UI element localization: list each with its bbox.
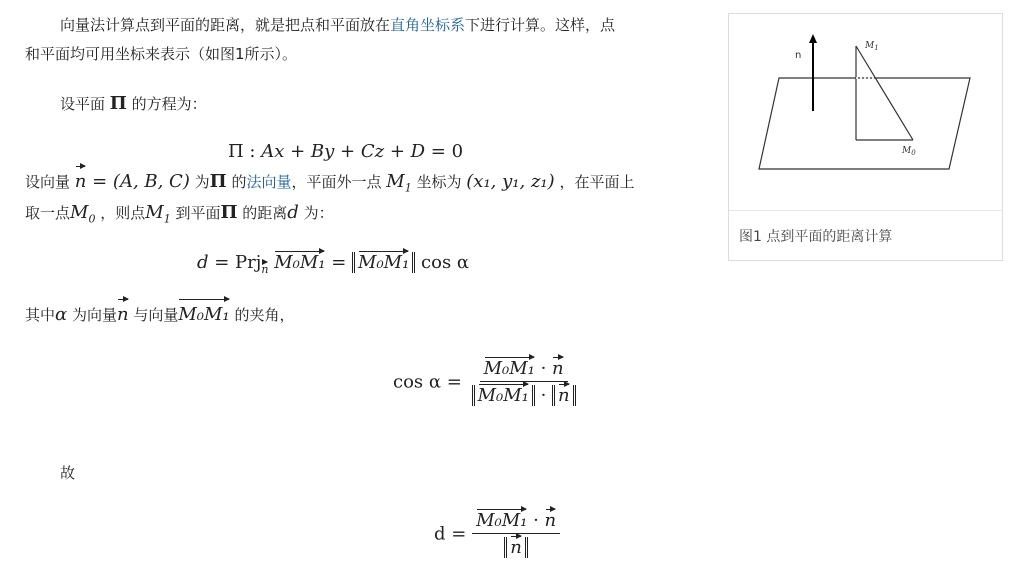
intro-line-1 [60,11,615,40]
vector-m0m1: M₀M₁ [483,358,535,379]
normal-vector-n: n [117,300,129,329]
angle-text: 的夹角， [234,306,295,324]
cos-equation [393,358,580,406]
normal-vector-link[interactable]: 法向量 [246,173,292,191]
vector-m0m1: M₀M₁ [274,252,326,273]
intro-line-2 [25,40,297,69]
figure-caption: 图1 点到平面的距离计算 [739,229,893,245]
final-numerator [472,510,560,534]
triangle-hypotenuse [856,46,913,140]
final-denominator [500,534,532,558]
distance-d: d [287,202,299,223]
distance-d: d [197,252,209,273]
eq-coef-b: B [310,141,325,162]
angle-text: 其中 [25,306,56,324]
final-equation [434,510,560,558]
setup-text: 坐标为 [416,173,462,191]
angle-text: 为向量 [71,306,117,324]
eq-var-x: x [274,141,285,162]
norm-vector-n: n [558,385,570,406]
dot-operator: · [534,358,553,379]
prj-subscript-n: n [261,262,269,276]
plane-intro-text-a: 设平面 [60,95,106,113]
vector-m0m1: M₀M₁ [178,300,229,329]
setup-text: ，在平面上 [559,173,635,191]
normal-vector-n: n [544,510,557,531]
figure-label-n: n [795,50,802,61]
plane-shape [759,78,970,169]
alpha-symbol: α [55,304,68,325]
eq-coef-c: C [360,141,375,162]
setup-text: 的距离 [242,204,288,222]
dot-operator: · [534,385,553,406]
figure-label-m0-sub: 0 [911,149,916,157]
cos-numerator [480,358,568,382]
eq-plus: + [334,141,361,162]
eq-equals-zero: = 0 [425,141,464,162]
pi-symbol: Π [220,202,238,223]
setup-text: 到平面 [175,204,221,222]
eq-plus: + [384,141,411,162]
norm-vector-m0m1: M₀M₁ [358,252,410,273]
point-m1-letter: M [145,202,164,223]
cartesian-coordinate-link[interactable]: 直角坐标系 [390,16,466,34]
normal-vector-n: n [552,358,564,379]
vector-m0m1: M₀M₁ [476,510,528,531]
plane-intro-text-b: 的方程为： [131,95,207,113]
figure-label-m0 [901,146,916,157]
point-m1 [386,171,412,195]
plane-intro [60,89,207,119]
therefore-text: 故 [60,464,76,482]
pi-symbol: Π [209,171,227,192]
normal-arrow-head [809,34,817,43]
point-m1-coords: (x₁, y₁, z₁) [466,171,555,192]
eq-coef-a: A [261,141,275,162]
point-m0-letter: M [70,202,89,223]
eq-var-y: y [324,141,335,162]
setup-text: 为 [194,173,210,191]
final-lhs: d = [434,523,473,545]
setup-text: 设向量 [25,173,71,191]
angle-line [25,300,294,330]
point-m0-subscript: 0 [88,212,96,226]
prj-operator: = Prj [208,252,262,273]
eq-coef-d: D [410,141,426,162]
setup-text: 取一点 [25,204,71,222]
intro-text-b: 下进行计算。这样，点 [465,16,616,34]
final-fraction [472,510,560,558]
figure-label-m1-letter: M [865,41,875,51]
eq-pi-lhs: Π : [228,141,262,162]
eq-plus: + [284,141,311,162]
pi-symbol: Π [109,93,127,114]
figure-label-m1 [864,41,879,52]
cos-denominator [468,382,580,406]
normal-vector-n: n [75,167,87,196]
distance-equation [197,252,469,276]
setup-line-2 [25,198,334,234]
plane-equation [228,141,463,162]
figure-label-m1-sub: 1 [874,44,879,52]
cos-fraction [468,358,580,406]
point-m1-letter: M [386,171,405,192]
intro-text-a: 向量法计算点到平面的距离，就是把点和平面放在 [60,16,391,34]
normal-vector-components: = (A, B, C) [86,171,190,192]
norm-vector-m0m1: M₀M₁ [477,385,529,406]
point-m1 [145,202,171,226]
figure-box [728,13,1003,261]
equals-sign: = [325,252,353,273]
angle-text: 与向量 [133,306,179,324]
intro-text-c: 和平面均可用坐标来表示（如图1所示）。 [25,45,298,63]
point-m1-subscript: 1 [404,181,412,195]
setup-text: ，则点 [100,204,146,222]
setup-text: 为： [303,204,334,222]
dot-operator: · [527,510,545,531]
setup-text: ，平面外一点 [291,173,382,191]
norm-vector-n: n [510,537,522,558]
figure-label-m0-letter: M [902,146,912,156]
point-m0 [70,202,96,226]
eq-var-z: z [374,141,385,162]
cos-lhs: cos α = [393,371,468,393]
cos-alpha: cos α [415,252,470,273]
point-m1-subscript: 1 [163,212,171,226]
setup-text: 的 [231,173,247,191]
plane-diagram [729,14,1002,211]
